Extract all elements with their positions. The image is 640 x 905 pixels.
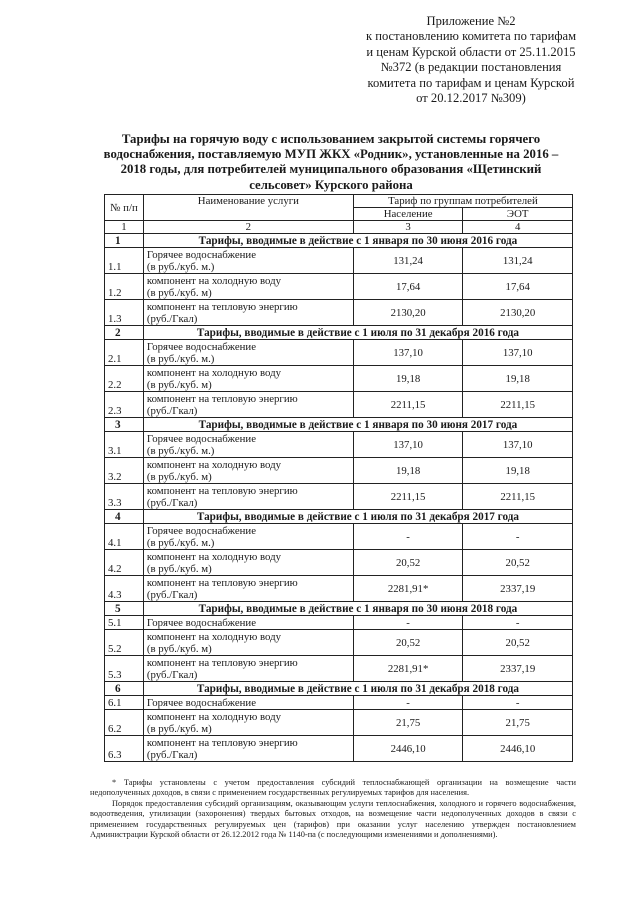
service-unit-line: (в руб./куб. м): [146, 642, 212, 655]
period-num: 6: [105, 682, 144, 696]
service-unit-line: (в руб./куб. м.): [146, 444, 215, 457]
period-title: Тарифы, вводимые в действие с 1 июля по 31 декабря 2016 года: [143, 326, 572, 340]
header-name: Наименование услуги: [143, 195, 353, 221]
table-row: [105, 656, 573, 682]
appendix-line: и ценам Курской области от 25.11.2015: [366, 44, 576, 59]
eot-value: 20,52: [463, 550, 573, 576]
period-title: Тарифы, вводимые в действие с 1 июля по 31 декабря 2017 года: [143, 510, 572, 524]
service-name-line: компонент на тепловую энергию: [146, 736, 298, 749]
index-cell: 3: [353, 221, 463, 234]
header-num: № п/п: [105, 195, 144, 221]
appendix-line: №372 (в редакции постановления: [380, 60, 562, 75]
service-name-line: компонент на тепловую энергию: [146, 656, 298, 669]
service-unit-line: (в руб./куб. м): [146, 722, 212, 735]
appendix-line: от 20.12.2017 №309): [416, 91, 526, 106]
row-num: 1.2: [105, 274, 144, 300]
period-row: [105, 234, 573, 248]
service-name-line: компонент на холодную воду: [146, 458, 281, 471]
service-name: [143, 736, 353, 762]
row-num: 2.1: [105, 340, 144, 366]
eot-value: 20,52: [463, 630, 573, 656]
service-name-line: Горячее водоснабжение: [146, 616, 256, 629]
row-num: 5.1: [105, 616, 144, 630]
service-name: [143, 656, 353, 682]
service-unit-line: (в руб./куб. м): [146, 562, 212, 575]
index-cell: 2: [143, 221, 353, 234]
service-name: [143, 392, 353, 418]
service-unit-line: (руб./Гкал): [146, 748, 198, 761]
table-row: [105, 432, 573, 458]
population-value: 21,75: [353, 710, 463, 736]
table-row: [105, 274, 573, 300]
service-name: [143, 630, 353, 656]
population-value: 137,10: [353, 432, 463, 458]
row-num: 6.2: [105, 710, 144, 736]
title-line: 2018 годы, для потребителей муниципального образования «Щетинский: [120, 162, 542, 177]
service-unit-line: (руб./Гкал): [146, 404, 198, 417]
period-row: [105, 682, 573, 696]
population-value: 19,18: [353, 458, 463, 484]
table-row: [105, 366, 573, 392]
table-row: [105, 616, 573, 630]
header-row: [105, 195, 573, 208]
service-name: [143, 616, 353, 630]
table-row: [105, 630, 573, 656]
eot-value: 131,24: [463, 248, 573, 274]
eot-value: 19,18: [463, 458, 573, 484]
table-row: [105, 736, 573, 762]
service-unit-line: (руб./Гкал): [146, 496, 198, 509]
row-num: 3.2: [105, 458, 144, 484]
table-row: [105, 248, 573, 274]
table-row: [105, 458, 573, 484]
service-name-line: компонент на тепловую энергию: [146, 300, 298, 313]
service-unit-line: (в руб./куб. м.): [146, 352, 215, 365]
service-unit-line: (руб./Гкал): [146, 668, 198, 681]
table-row: [105, 710, 573, 736]
title-line: Тарифы на горячую воду с использованием закрытой системы горячего: [121, 132, 541, 146]
service-name: [143, 300, 353, 326]
period-num: 5: [105, 602, 144, 616]
header-eot: ЭОТ: [463, 208, 573, 221]
period-row: [105, 326, 573, 340]
service-name-line: компонент на тепловую энергию: [146, 484, 298, 497]
service-name-line: компонент на холодную воду: [146, 274, 281, 287]
row-num: 6.1: [105, 696, 144, 710]
row-num: 5.2: [105, 630, 144, 656]
period-row: [105, 602, 573, 616]
row-num: 4.2: [105, 550, 144, 576]
service-name-line: Горячее водоснабжение: [146, 524, 256, 537]
period-row: [105, 418, 573, 432]
eot-value: 137,10: [463, 340, 573, 366]
row-num: 1.1: [105, 248, 144, 274]
table-row: [105, 300, 573, 326]
appendix-header: [360, 14, 582, 106]
service-unit-line: (в руб./куб. м): [146, 286, 212, 299]
service-name-line: компонент на тепловую энергию: [146, 576, 298, 589]
service-name: [143, 550, 353, 576]
service-name-line: Горячее водоснабжение: [146, 248, 256, 261]
eot-value: 137,10: [463, 432, 573, 458]
service-name: [143, 366, 353, 392]
population-value: 20,52: [353, 630, 463, 656]
service-name: [143, 432, 353, 458]
table-row: [105, 576, 573, 602]
service-name-line: Горячее водоснабжение: [146, 432, 256, 445]
service-name-line: компонент на холодную воду: [146, 550, 281, 563]
eot-value: 2446,10: [463, 736, 573, 762]
service-name-line: Горячее водоснабжение: [146, 340, 256, 353]
index-cell: 1: [105, 221, 144, 234]
service-unit-line: (руб./Гкал): [146, 312, 198, 325]
service-name: [143, 696, 353, 710]
service-name-line: компонент на холодную воду: [146, 710, 281, 723]
eot-value: 2337,19: [463, 656, 573, 682]
eot-value: -: [463, 616, 573, 630]
footnote: Порядок предоставления субсидий организациям, оказывающим услуги теплоснабжения, холодного и горячего водоснабжения, водоотведения, утилизации (захоронения) твердых бытовых отходов, на возмещение части недополученных доходов в связи с применением государственных регулируемых цен (тарифов) при оказании услуг населению утвержден постановлением Администрации Курской области от 26.12.2012 года № 1140-па (с последующими изменениями и дополнениями).: [90, 798, 576, 840]
period-title: Тарифы, вводимые в действие с 1 июля по 31 декабря 2018 года: [143, 682, 572, 696]
period-row: [105, 510, 573, 524]
index-cell: 4: [463, 221, 573, 234]
service-name: [143, 576, 353, 602]
population-value: 20,52: [353, 550, 463, 576]
eot-value: 2211,15: [463, 392, 573, 418]
eot-value: 21,75: [463, 710, 573, 736]
service-name: [143, 458, 353, 484]
period-num: 1: [105, 234, 144, 248]
table-row: [105, 484, 573, 510]
population-value: 17,64: [353, 274, 463, 300]
header-population: Население: [353, 208, 463, 221]
footnote: * Тарифы установлены с учетом предоставления субсидий теплоснабжающей организации на возмещение части недополученных доходов, в связи с применением государственных регулируемых тарифов для населения.: [90, 778, 576, 798]
eot-value: 2211,15: [463, 484, 573, 510]
row-num: 3.3: [105, 484, 144, 510]
eot-value: 2130,20: [463, 300, 573, 326]
appendix-line: комитета по тарифам и ценам Курской: [367, 75, 575, 90]
table-row: [105, 524, 573, 550]
table-row: [105, 696, 573, 710]
service-unit-line: (в руб./куб. м): [146, 378, 212, 391]
population-value: -: [353, 616, 463, 630]
title-line: сельсовет» Курского района: [249, 177, 413, 192]
eot-value: -: [463, 524, 573, 550]
service-name-line: Горячее водоснабжение: [146, 696, 256, 709]
period-title: Тарифы, вводимые в действие с 1 января по 30 июня 2017 года: [143, 418, 572, 432]
service-name: [143, 248, 353, 274]
table-row: [105, 340, 573, 366]
population-value: -: [353, 524, 463, 550]
service-unit-line: (руб./Гкал): [146, 588, 198, 601]
eot-value: 19,18: [463, 366, 573, 392]
population-value: 137,10: [353, 340, 463, 366]
row-num: 5.3: [105, 656, 144, 682]
row-num: 3.1: [105, 432, 144, 458]
appendix-line: к постановлению комитета по тарифам: [365, 29, 577, 44]
row-num: 4.3: [105, 576, 144, 602]
appendix-line: Приложение №2: [426, 14, 516, 28]
population-value: 2211,15: [353, 392, 463, 418]
row-num: 4.1: [105, 524, 144, 550]
footnotes: [90, 778, 576, 840]
row-num: 2.3: [105, 392, 144, 418]
population-value: -: [353, 696, 463, 710]
row-num: 1.3: [105, 300, 144, 326]
document-title: [96, 132, 566, 193]
service-name: [143, 710, 353, 736]
population-value: 2281,91*: [353, 656, 463, 682]
population-value: 2281,91*: [353, 576, 463, 602]
service-name-line: компонент на холодную воду: [146, 630, 281, 643]
service-unit-line: (в руб./куб. м.): [146, 536, 215, 549]
population-value: 19,18: [353, 366, 463, 392]
population-value: 2211,15: [353, 484, 463, 510]
service-name-line: компонент на тепловую энергию: [146, 392, 298, 405]
period-num: 3: [105, 418, 144, 432]
eot-value: 2337,19: [463, 576, 573, 602]
row-num: 2.2: [105, 366, 144, 392]
population-value: 131,24: [353, 248, 463, 274]
eot-value: 17,64: [463, 274, 573, 300]
population-value: 2446,10: [353, 736, 463, 762]
index-row: [105, 221, 573, 234]
service-name: [143, 274, 353, 300]
table-row: [105, 550, 573, 576]
period-num: 4: [105, 510, 144, 524]
service-name: [143, 484, 353, 510]
service-unit-line: (в руб./куб. м.): [146, 260, 215, 273]
period-title: Тарифы, вводимые в действие с 1 января по 30 июня 2018 года: [143, 602, 572, 616]
service-unit-line: (в руб./куб. м): [146, 470, 212, 483]
population-value: 2130,20: [353, 300, 463, 326]
row-num: 6.3: [105, 736, 144, 762]
eot-value: -: [463, 696, 573, 710]
service-name-line: компонент на холодную воду: [146, 366, 281, 379]
service-name: [143, 524, 353, 550]
tariff-table: [104, 194, 573, 762]
service-name: [143, 340, 353, 366]
tariff-table-body: [105, 234, 573, 762]
title-line: водоснабжения, поставляемую МУП ЖКХ «Родник», установленные на 2016 –: [103, 147, 559, 162]
header-group: Тариф по группам потребителей: [353, 195, 572, 208]
period-num: 2: [105, 326, 144, 340]
table-row: [105, 392, 573, 418]
period-title: Тарифы, вводимые в действие с 1 января по 30 июня 2016 года: [143, 234, 572, 248]
